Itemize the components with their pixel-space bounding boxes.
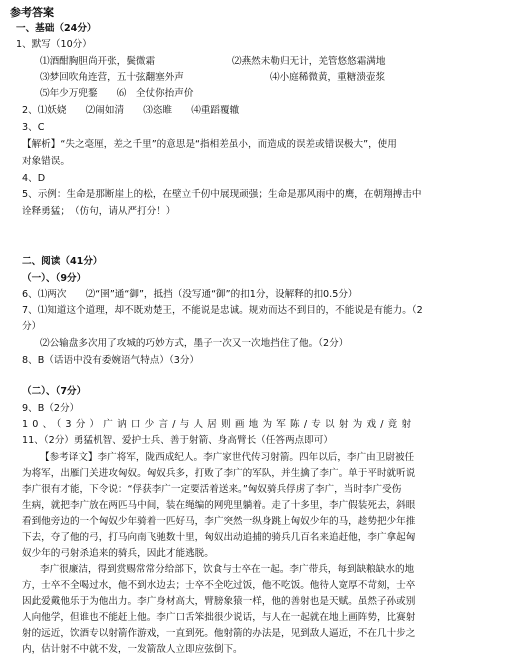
translation-line: 李广很廉洁，得到赏赐常常分给部下，饮食与士卒在一起。李广带兵，每到缺粮缺水的地 [40,564,415,575]
q1-heading: 1、默写（10分） [16,39,92,50]
q1-line3: ⑸年少万兜鍪 ⑹ 全仗你抬声价 [40,88,194,99]
translation-line: 方，士卒不全喝过水，他不到水边去；士卒不全吃过饭，他不吃饭。他待人宽厚不苛刻，士卒 [22,580,416,591]
q1-line2-a: ⑶梦回吹角连营，五十弦翻塞外声 [40,72,184,83]
q11-answer: 11、（2分）勇猛机智、爱护士兵、善于射箭、身高臂长（任答两点即可） [22,435,333,446]
translation-line: 李广很有才能，下令说：“俘获李广一定要活着送来。”匈奴骑兵俘虏了李广，当时李广受伤 [22,484,402,495]
translation-line: 看到他旁边的一个匈奴少年骑着一匹好马，李广突然一纵身跳上匈奴少年的马，趁势把少年推 [22,516,416,527]
translation-line: 因此爱戴他乐于为他出力。李广身材高大，臂膀象猿一样，他的善射也是天赋。虽然子孙或别 [22,596,416,607]
q8-answer: 8、B（话语中没有委婉语气特点）（3分） [22,355,200,366]
section2-heading: 二、阅读（41分） [22,256,103,267]
part2-heading: （二）、（7分） [22,386,87,397]
translation-line: 内，估计射不中就不发，一发箭敌人立即应弦倒下。 [22,644,243,655]
translation-line: 奴少年的弓射杀追来的骑兵，因此才能逃脱。 [22,548,214,559]
translation-line: 下去，夺了他的弓，打马向南飞驰数十里，匈奴出动追捕的骑兵几百名来追赶他，李广拿起匈 [22,532,416,543]
q3-explanation-1: 【解析】“失之毫厘，差之千里”的意思是“指相差虽小，而造成的误差或错误极大”，使用 [22,139,397,150]
translation-line: 射的远近，饮酒专以射箭作游戏，一直到死。他射箭的办法是，见到敌人逼近，不在几十步之 [22,628,416,639]
q4-answer: 4、D [22,173,46,184]
q5-line2: 诠释勇猛； （仿句，请从严打分！） [22,206,176,217]
q7-line3: ⑵公输盘多次用了攻城的巧妙方式，墨子一次又一次地挡住了他。（2分） [40,338,349,349]
section1-heading: 一、基础（24分） [16,23,97,34]
q2-answer: 2、⑴妖娆 ⑵闹如清 ⑶恣睢 ⑷重蹈覆辙 [22,105,240,116]
q1-line1-a: ⑴酒酣胸胆尚开张，鬓微霜 [40,56,156,67]
q10-answer: 10、（3分）广讷口少言/与人居则画地为军陈/专以射为戏/竟射 [22,419,416,430]
q1-line1-b: ⑵燕然未勒归无计，羌管悠悠霜满地 [232,56,386,67]
q3-answer: 3、C [22,122,45,133]
translation-line: 【参考译文】李广将军，陇西成纪人。李广家世代传习射箭。四年以后，李广由卫尉被任 [40,452,415,463]
translation-line: 生病，就把李广放在两匹马中间，装在绳编的网兜里躺着。走了十多里，李广假装死去，斜眼 [22,500,416,511]
translation-line: 为将军，出雁门关进攻匈奴。匈奴兵多，打败了李广的军队，并生擒了李广。单于平时就听说 [22,468,416,479]
q7-line2: 分） [22,321,42,332]
q7-line1: 7、⑴知道这个道理，却不既劝楚王，不能说是忠诚。规劝而达不到目的，不能说是有能力。（2 [22,305,423,316]
q3-explanation-2: 对象错误。 [22,156,70,167]
q6-answer: 6、⑴两次 ⑵“圉”通“御”，抵挡（没写通“御”的扣1分，设解释的扣0.5分） [22,289,358,300]
q1-line2-b: ⑷小庭稀微黄，重糖溃壶浆 [270,72,386,83]
translation-line: 人向他学，但谁也不能赶上他。李广口舌笨拙很少说话，与人在一起就在地上画阵势，比赛射 [22,612,416,623]
q9-answer: 9、B（2分） [22,403,80,414]
part1-heading: （一）、（9分） [22,273,87,284]
q5-line1: 5、示例：生命是那断崖上的松，在壁立千仞中展现顽强；生命是那风雨中的鹰，在朝翔搏击中 [22,189,422,200]
page-title: 参考答案 [10,6,54,19]
